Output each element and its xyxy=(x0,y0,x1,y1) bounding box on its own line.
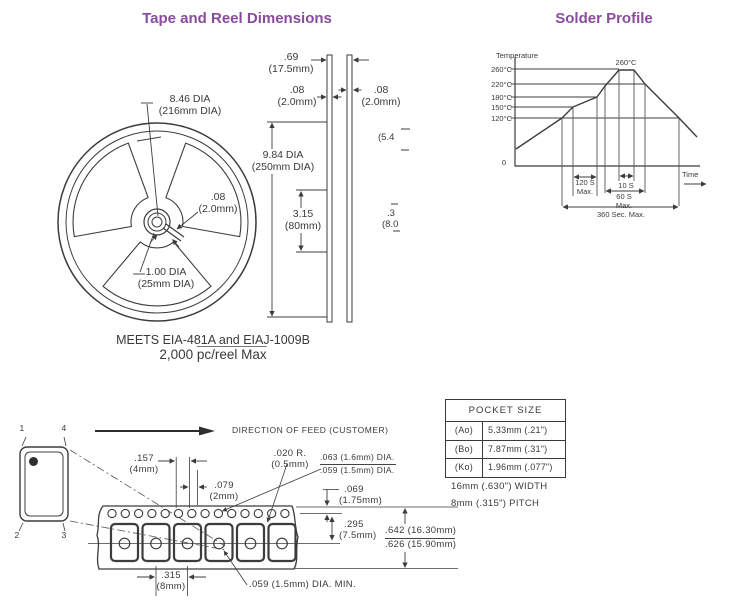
tape-pockets xyxy=(111,524,296,561)
pin-label-3: 3 xyxy=(61,530,67,540)
side-flange-left-label: .08 (2.0mm) xyxy=(277,84,317,108)
ytick-180: 180°C xyxy=(491,93,512,102)
row-bo-value: 7.87mm (.31") xyxy=(488,443,548,454)
clipped-dim-a: (5.4 xyxy=(378,132,395,143)
row-ao-value: 5.33mm (.21") xyxy=(488,425,548,435)
ann-60s: 60 S Max. xyxy=(615,192,633,210)
ytick-260: 260°C xyxy=(491,65,512,74)
pocket-size-table-title: POCKET SIZE xyxy=(446,400,565,422)
side-dia-label: 9.84 DIA (250mm DIA) xyxy=(251,149,315,173)
table-row-ao xyxy=(446,422,565,441)
sprocket-holes xyxy=(108,509,289,517)
dim-315-label: .315 (8mm) xyxy=(156,570,186,592)
x-axis-title: Time xyxy=(682,170,699,179)
pin-label-1: 1 xyxy=(19,423,25,433)
tape-feed-drawing xyxy=(0,390,480,616)
reel-standards-note: MEETS EIA-481A and EIAJ-1009B xyxy=(116,333,310,347)
reel-hub xyxy=(144,209,184,241)
clipped-dim-b1: .3 xyxy=(387,208,395,219)
row-ao-key: (Ao) xyxy=(446,422,483,440)
pocket-size-table xyxy=(445,399,566,478)
reel-outer-dia-label: 8.46 DIA (216mm DIA) xyxy=(158,93,222,117)
dim-059-label: .059 (1.5mm) DIA. xyxy=(320,465,395,475)
pin-label-2: 2 xyxy=(14,530,20,540)
row-ko-key: (Ko) xyxy=(446,459,483,477)
dim-157-label: .157 (4mm) xyxy=(129,453,159,475)
ann-10s: 10 S xyxy=(618,181,634,190)
dim-079-label: .079 (2mm) xyxy=(209,480,239,502)
dim-020-label: .020 R. (0.5mm) xyxy=(271,448,309,470)
side-hub-label: 3.15 (80mm) xyxy=(284,208,322,232)
page-title-tape-reel: Tape and Reel Dimensions xyxy=(142,10,332,27)
table-row-ko xyxy=(446,459,565,477)
table-row-bo xyxy=(446,441,565,460)
dim-059min-label: .059 (1.5mm) DIA. MIN. xyxy=(249,579,356,590)
tape-width-note: 16mm (.630") WIDTH xyxy=(451,481,548,492)
tape-pitch-note: 8mm (.315") PITCH xyxy=(451,498,540,509)
row-ko-value: 1.96mm (.077") xyxy=(488,462,553,472)
side-flange-right-label: .08 (2.0mm) xyxy=(361,84,401,108)
reel-outer-flange xyxy=(58,123,256,321)
clipped-dim-b2: (8.0 xyxy=(382,219,399,230)
dim-642-label: .642 (16.30mm) xyxy=(385,526,455,539)
y-axis-title: Temperature xyxy=(496,51,539,60)
side-width-label: .69 (17.5mm) xyxy=(268,51,314,75)
peak-temp-label: 260°C xyxy=(615,58,637,67)
ytick-120: 120°C xyxy=(491,114,512,123)
dim-069-label: .069 (1.75mm) xyxy=(339,484,383,506)
solder-curve xyxy=(516,70,697,149)
row-bo-key: (Bo) xyxy=(446,441,483,459)
dim-063-label: .063 (1.6mm) DIA. xyxy=(320,453,396,465)
pin-label-4: 4 xyxy=(61,423,67,433)
ytick-220: 220°C xyxy=(491,80,512,89)
pin1-dot xyxy=(29,457,38,466)
page-title-solder-profile: Solder Profile xyxy=(555,10,653,27)
component-outline xyxy=(19,437,68,531)
reel-hub-pin-label: .08 (2.0mm) xyxy=(198,191,238,215)
reel-side-flanges xyxy=(327,55,352,322)
feed-direction-label: DIRECTION OF FEED (CUSTOMER) xyxy=(232,425,389,435)
reel-hub-hole-label: 1.00 DIA (25mm DIA) xyxy=(137,266,195,290)
ann-120s: 120 S Max. xyxy=(575,178,595,196)
feed-direction-arrow xyxy=(95,427,215,436)
reel-capacity-note: 2,000 pc/reel Max xyxy=(159,347,267,362)
dim-295-label: .295 (7.5mm) xyxy=(339,519,377,541)
ytick-0: 0 xyxy=(501,158,506,167)
ytick-150: 150°C xyxy=(491,103,512,112)
dim-626-label: .626 (15.90mm) xyxy=(385,539,457,550)
ann-360s: 360 Sec. Max. xyxy=(597,210,645,219)
